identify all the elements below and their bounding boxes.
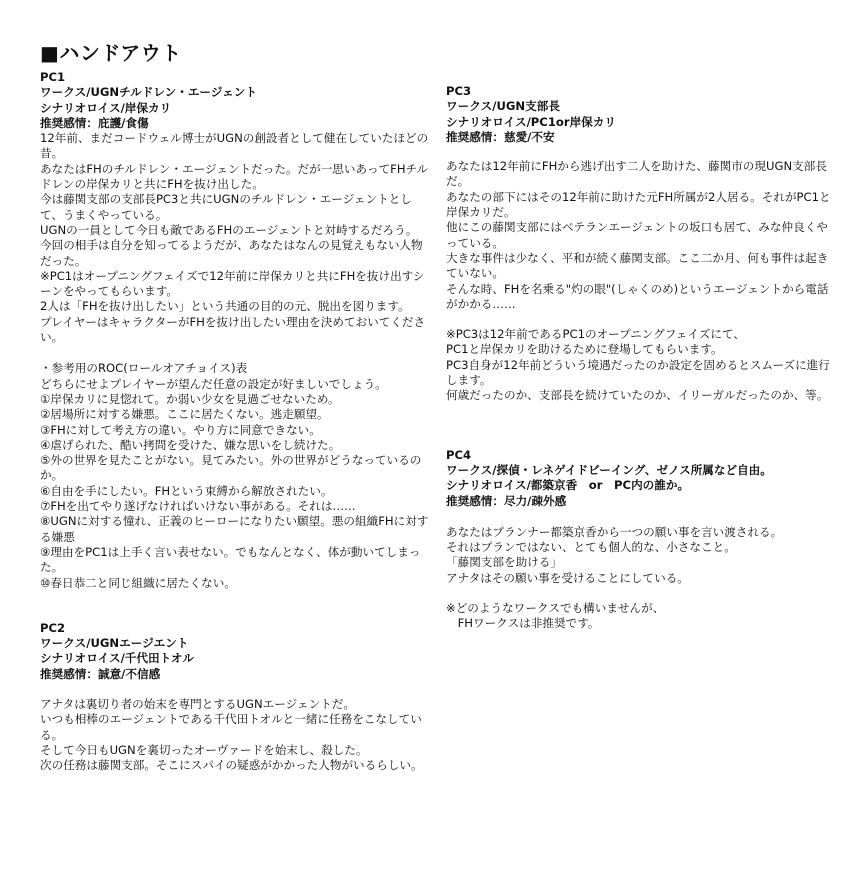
pc3-paragraph: 他にこの藤関支部にはベテランエージェントの坂口も居て、みな仲良くやっている。 — [446, 220, 828, 250]
pc1-paragraph: 今回の相手は自分を知ってるようだが、あなたはなんの見覚えもない人物だった。 — [40, 238, 423, 268]
pc2-section — [40, 621, 432, 774]
pc4-scenario-lois: シナリオロイス/都築京香 or PC内の誰か。 — [446, 478, 690, 493]
right-column — [446, 84, 838, 632]
pc4-section — [446, 448, 838, 632]
pc4-paragraph: アナタはその願い事を受けることにしている。 — [446, 570, 689, 585]
roc-item: ⑦FHを出てやり遂げなければいけない事がある。それは…… — [40, 499, 356, 514]
pc1-note: ※PC1はオープニングフェイズで12年前に岸保カリと共にFHを抜け出すシーンをやってもらいます。 — [40, 268, 425, 299]
pc1-section — [40, 70, 432, 591]
pc1-paragraph: 今は藤関支部の支部長PC3と共にUGNのチルドレン・エージェントとして、うまくやっている。 — [40, 192, 412, 222]
roc-item: ③FHに対して考え方の違い。やり方に同意できない。 — [40, 422, 321, 437]
pc4-works: ワークス/探偵・レネゲイドビーイング、ゼノス所属など自由。 — [446, 462, 772, 477]
pc4-note: ※どのようなワークスでも構いませんが、 — [446, 601, 665, 616]
pc2-paragraph: いつも相棒のエージェントである千代田トオルと一緒に任務をこなしている。 — [40, 712, 422, 742]
pc1-note: 2人は「FHを抜け出したい」という共通の目的の元、脱出を図ります。 — [40, 299, 410, 314]
pc4-paragraph: 「藤関支部を助ける」 — [446, 555, 562, 570]
pc4-recommended-emotion: 推奨感情：尽力/疎外感 — [446, 493, 567, 508]
pc3-section — [446, 84, 838, 404]
roc-item: ④虐げられた、酷い拷問を受けた、嫌な思いをし続けた。 — [40, 437, 341, 452]
roc-item: ①岸保カリに見惚れて。か弱い少女を見過ごせないため。 — [40, 391, 340, 406]
roc-item: ⑩春日恭二と同じ組織に居たくない。 — [40, 575, 236, 590]
pc3-recommended-emotion: 推奨感情：慈愛/不安 — [446, 129, 555, 144]
pc2-paragraph: 次の任務は藤関支部。そこにスパイの疑惑がかかった人物がいるらしい。 — [40, 758, 423, 773]
pc2-paragraph: そして今日もUGNを裏切ったオーヴァードを始末し、殺した。 — [40, 742, 368, 757]
pc4-paragraph: それはプランではない、とても個人的な、小さなこと。 — [446, 540, 736, 555]
roc-item: ⑨理由をPC1は上手く言い表せない。でもなんとなく、体が動いてしまった。 — [40, 544, 421, 575]
pc1-note: プレイヤーはキャラクターがFHを抜け出したい理由を決めておいてください。 — [40, 314, 426, 345]
pc2-heading: PC2 — [40, 620, 66, 635]
pc2-scenario-lois: シナリオロイス/千代田トオル — [40, 651, 195, 666]
pc1-paragraph: 12年前、まだコードウェル博士がUGNの創設者として健在していたほどの昔。 — [40, 131, 429, 161]
left-column — [40, 70, 432, 773]
roc-title: ・参考用のROC(ロールオアチョイス)表 — [40, 361, 248, 376]
pc4-note: FHワークスは非推奨です。 — [446, 616, 600, 631]
pc3-works: ワークス/UGN支部長 — [446, 99, 560, 114]
pc1-paragraph: UGNの一員として今日も敵であるFHのエージェントと対峙するだろう。 — [40, 222, 418, 237]
pc4-paragraph: あなたはプランナー都築京香から一つの願い事を言い渡される。 — [446, 524, 783, 539]
pc3-paragraph: あなたは12年前にFHから逃げ出す二人を助けた、藤関市の現UGN支部長だ。 — [446, 159, 827, 189]
pc1-heading: PC1 — [40, 70, 66, 84]
pc2-recommended-emotion: 推奨感情：誠意/不信感 — [40, 666, 161, 681]
pc3-paragraph: あなたの部下にはその12年前に助けた元FH所属が2人居る。それがPC1と岸保カリだ。 — [446, 189, 831, 220]
roc-item: ②居場所に対する嫌悪。ここに居たくない。逃走願望。 — [40, 407, 329, 422]
pc3-paragraph: 大きな事件は少なく、平和が続く藤関支部。ここ二か月、何も事件は起きていない。 — [446, 250, 829, 281]
pc2-paragraph: アナタは裏切り者の始末を専門とするUGNエージェントだ。 — [40, 696, 355, 711]
roc-item: ⑤外の世界を見たことがない。見てみたい。外の世界がどうなっているのか。 — [40, 453, 422, 483]
pc3-heading: PC3 — [446, 84, 472, 98]
roc-item: ⑥自由を手にしたい。FHという束縛から解放されたい。 — [40, 483, 333, 498]
roc-item: ⑧UGNに対する憧れ、正義のヒーローになりたい願望。悪の組織FHに対する嫌悪 — [40, 514, 429, 544]
roc-intro: どちらにせよプレイヤーが望んだ任意の設定が好ましいでしょう。 — [40, 376, 387, 391]
pc1-scenario-lois: シナリオロイス/岸保カリ — [40, 100, 172, 115]
pc3-note: ※PC3は12年前であるPC1のオープニングフェイズにて、 — [446, 327, 745, 342]
page-title: ■ハンドアウト — [40, 41, 182, 65]
pc1-works: ワークス/UGNチルドレン・エージェント — [40, 85, 257, 100]
pc3-paragraph: そんな時、FHを名乗る"灼の眼"(しゃくのめ)というエージェントから電話がかかる…… — [446, 281, 829, 311]
pc2-works: ワークス/UGNエージエント — [40, 636, 189, 651]
pc4-heading: PC4 — [446, 447, 472, 462]
pc3-note: 何歳だったのか、支部長を続けていたのか、イリーガルだったのか、等。 — [446, 388, 829, 403]
pc1-paragraph: あなたはFHのチルドレン・エージェントだった。だが一思いあってFHチルドレンの岸保カリと共にFHを抜け出した。 — [40, 161, 429, 192]
pc3-note: PC3自身が12年前どういう境遇だったのか設定を固めるとスムーズに進行します。 — [446, 357, 830, 388]
pc3-note: PC1と岸保カリを助けるために登場してもらいます。 — [446, 342, 723, 357]
pc1-recommended-emotion: 推奨感情：庇護/食傷 — [40, 115, 149, 130]
pc3-scenario-lois: シナリオロイス/PC1or岸保カリ — [446, 114, 616, 129]
